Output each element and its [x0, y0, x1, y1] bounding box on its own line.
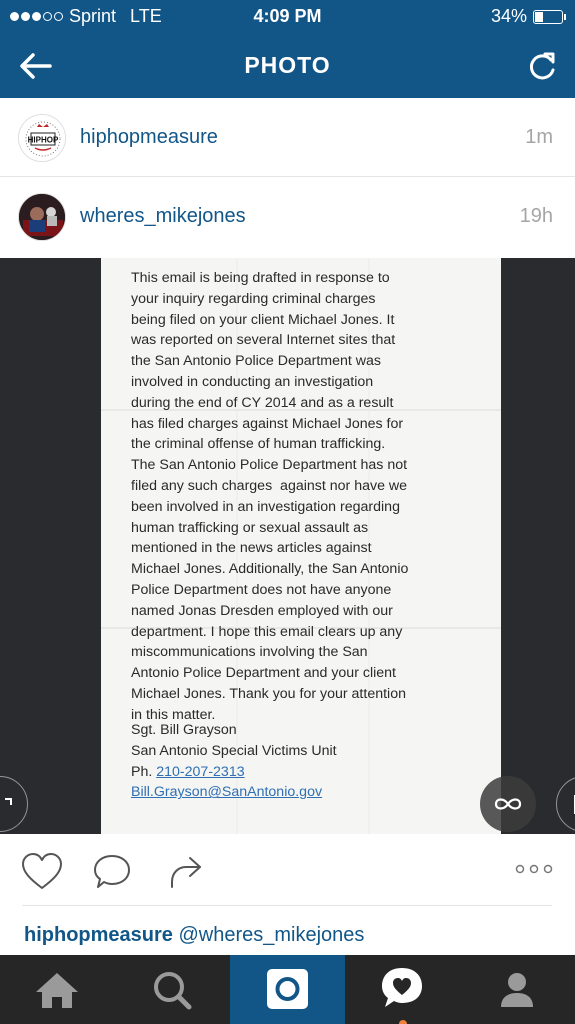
avatar[interactable] — [18, 114, 66, 162]
post-timestamp: 1m — [525, 126, 553, 148]
signature-name: Sgt. Bill Grayson — [131, 722, 237, 738]
refresh-icon — [525, 46, 559, 86]
tab-profile[interactable] — [460, 955, 575, 1024]
caption-username[interactable]: hiphopmeasure — [24, 924, 173, 946]
source-username[interactable]: wheres_mikejones — [80, 205, 246, 227]
battery-percent: 34% — [490, 6, 527, 26]
profile-icon — [460, 955, 575, 1024]
tab-search[interactable] — [115, 955, 230, 1024]
home-icon — [0, 955, 115, 1024]
post-actions — [0, 834, 575, 906]
share-button[interactable] — [166, 852, 206, 897]
post-photo[interactable] — [0, 258, 575, 834]
refresh-button[interactable] — [525, 46, 559, 86]
notification-dot — [399, 1020, 407, 1024]
signature-unit: San Antonio Special Victims Unit — [131, 742, 337, 759]
more-dots-icon — [515, 862, 553, 876]
search-icon — [115, 955, 230, 1024]
like-button[interactable] — [20, 852, 64, 897]
page-title: PHOTO — [244, 52, 331, 78]
phone-prefix: Ph. — [131, 763, 157, 780]
boomerang-button[interactable] — [480, 776, 536, 832]
source-timestamp: 19h — [519, 205, 553, 227]
app-header — [0, 0, 575, 98]
tab-home[interactable] — [0, 955, 115, 1024]
carrier-name: Sprint — [69, 6, 117, 26]
post-author-row[interactable] — [0, 99, 575, 177]
camera-icon — [230, 955, 345, 1024]
status-right — [491, 6, 563, 27]
svg-text:HIPHOP: HIPHOP — [27, 135, 59, 145]
tab-activity[interactable] — [345, 955, 460, 1024]
share-icon — [166, 852, 206, 892]
battery-icon — [533, 10, 563, 24]
actions-divider — [22, 905, 552, 906]
phone-link[interactable]: 210-207-2313 — [156, 763, 245, 780]
status-time: 4:09 PM — [253, 6, 322, 26]
post-username[interactable]: hiphopmeasure — [80, 126, 218, 148]
comment-button[interactable] — [92, 852, 132, 897]
heart-icon — [20, 852, 64, 892]
network-type: LTE — [130, 6, 162, 26]
more-options-button[interactable] — [515, 862, 553, 881]
crop-corner-icon — [0, 777, 29, 833]
email-link[interactable]: Bill.Grayson@SanAntonio.gov — [131, 784, 323, 801]
previous-photo-button[interactable] — [0, 776, 28, 832]
profile-photo-icon — [19, 194, 66, 241]
avatar[interactable] — [18, 193, 66, 241]
activity-icon — [345, 955, 460, 1024]
next-photo-button[interactable] — [556, 776, 575, 832]
tab-camera[interactable] — [230, 955, 345, 1024]
post-caption — [24, 924, 364, 947]
email-signature — [131, 720, 337, 803]
status-bar — [0, 0, 575, 34]
bottom-tab-bar — [0, 955, 575, 1024]
infinity-icon — [480, 776, 536, 832]
comment-icon — [92, 852, 132, 892]
caption-mention[interactable]: @wheres_mikejones — [178, 924, 365, 946]
email-body-text: This email is being drafted in response to your inquiry regarding criminal charges being filed on your client Michael Jones. It was reported on several Internet sites that the San Antonio Police Department was involved in conducting an investigation during the end of CY 2014 and as a result has filed charges against Michael Jones for the criminal offense of human trafficking. The San Antonio Police Department has not filed any such charges against nor have we been involved in an investigation regarding human trafficking or sexual assault as mentioned in the news articles against Michael Jones. Additionally, the San Antonio Police Department does not have anyone named Jonas Dresden employed with our department. I hope this email clears up any miscommunications involving the San Antonio Police Department and your client Michael Jones. Thank you for your attention in this matter. — [131, 270, 409, 723]
repost-source-row[interactable] — [0, 178, 575, 258]
hiphop-logo-icon — [19, 115, 66, 162]
email-screenshot — [101, 258, 501, 834]
layout-icon — [557, 777, 575, 833]
